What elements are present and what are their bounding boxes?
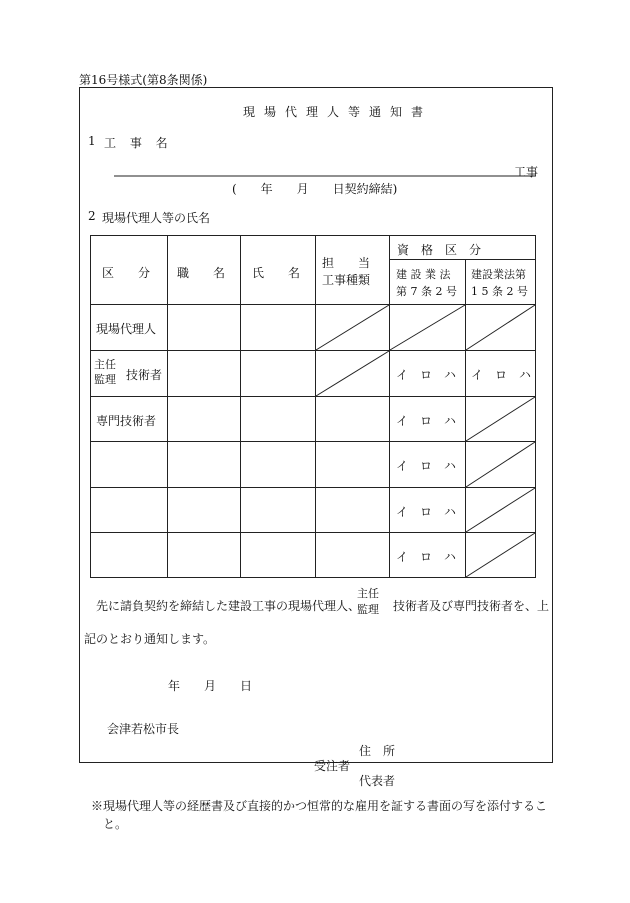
header-law2-line2: 1 5 条 2 号	[471, 285, 528, 298]
row-label-supervising: 監理	[94, 373, 116, 386]
notice-tech-chief: 主任	[357, 587, 379, 600]
notice-text-b: 技術者及び専門技術者を、上	[393, 599, 550, 613]
addressee: 会津若松市長	[107, 722, 180, 736]
header-kubun: 区 分	[102, 266, 151, 280]
iroha-cell: イ ロ ハ	[396, 414, 457, 428]
section1-number: 1	[88, 134, 96, 148]
header-law1-line1: 建 設 業 法	[396, 268, 451, 281]
notice-text-a: 先に請負契約を締結した建設工事の現場代理人、	[96, 599, 361, 613]
header-tanto-2: 工事種類	[322, 273, 371, 287]
notice-date: 年 月 日	[168, 679, 253, 693]
row-label-specialist: 専門技術者	[96, 414, 157, 428]
row-label-chief: 主任	[94, 358, 116, 371]
contract-date-line: ( 年 月 日契約締結)	[232, 182, 398, 196]
iroha-cell: イ ロ ハ	[396, 459, 457, 473]
iroha-cell: イ ロ ハ	[396, 550, 457, 564]
iroha-cell: イ ロ ハ	[396, 505, 457, 519]
iroha-cell: イ ロ ハ	[471, 368, 532, 382]
header-law1-line2: 第 7 条 2 号	[396, 285, 457, 298]
header-shikaku: 資 格 区 分	[397, 243, 482, 257]
notice-tech-supervising: 監理	[357, 603, 379, 616]
notice-text-c: 記のとおり通知します。	[84, 632, 216, 646]
section2-label: 現場代理人等の氏名	[102, 211, 211, 225]
row-label-engineer: 技術者	[126, 368, 163, 382]
iroha-cell: イ ロ ハ	[396, 368, 457, 382]
header-shokumei: 職 名	[177, 266, 226, 280]
contractor-representative-label: 代表者	[359, 774, 396, 788]
contractor-address-label: 住 所	[359, 744, 396, 758]
contractor-label: 受注者	[314, 759, 351, 773]
form-number-label: 第16号様式(第8条関係)	[79, 73, 208, 87]
header-tanto-1: 担 当	[322, 256, 371, 270]
project-name-suffix: 工事	[514, 165, 539, 179]
footnote-line2: と。	[103, 817, 128, 831]
document-title: 現場代理人等通知書	[243, 105, 433, 119]
footnote-line1: ※現場代理人等の経歴書及び直接的かつ恒常的な雇用を証する書面の写を添付するこ	[91, 799, 548, 813]
header-law2-line1: 建設業法第	[471, 268, 526, 281]
section1-label: 工 事 名	[104, 136, 173, 150]
row-label-site-agent: 現場代理人	[96, 322, 157, 336]
section2-number: 2	[88, 209, 96, 223]
header-shimei: 氏 名	[252, 266, 301, 280]
